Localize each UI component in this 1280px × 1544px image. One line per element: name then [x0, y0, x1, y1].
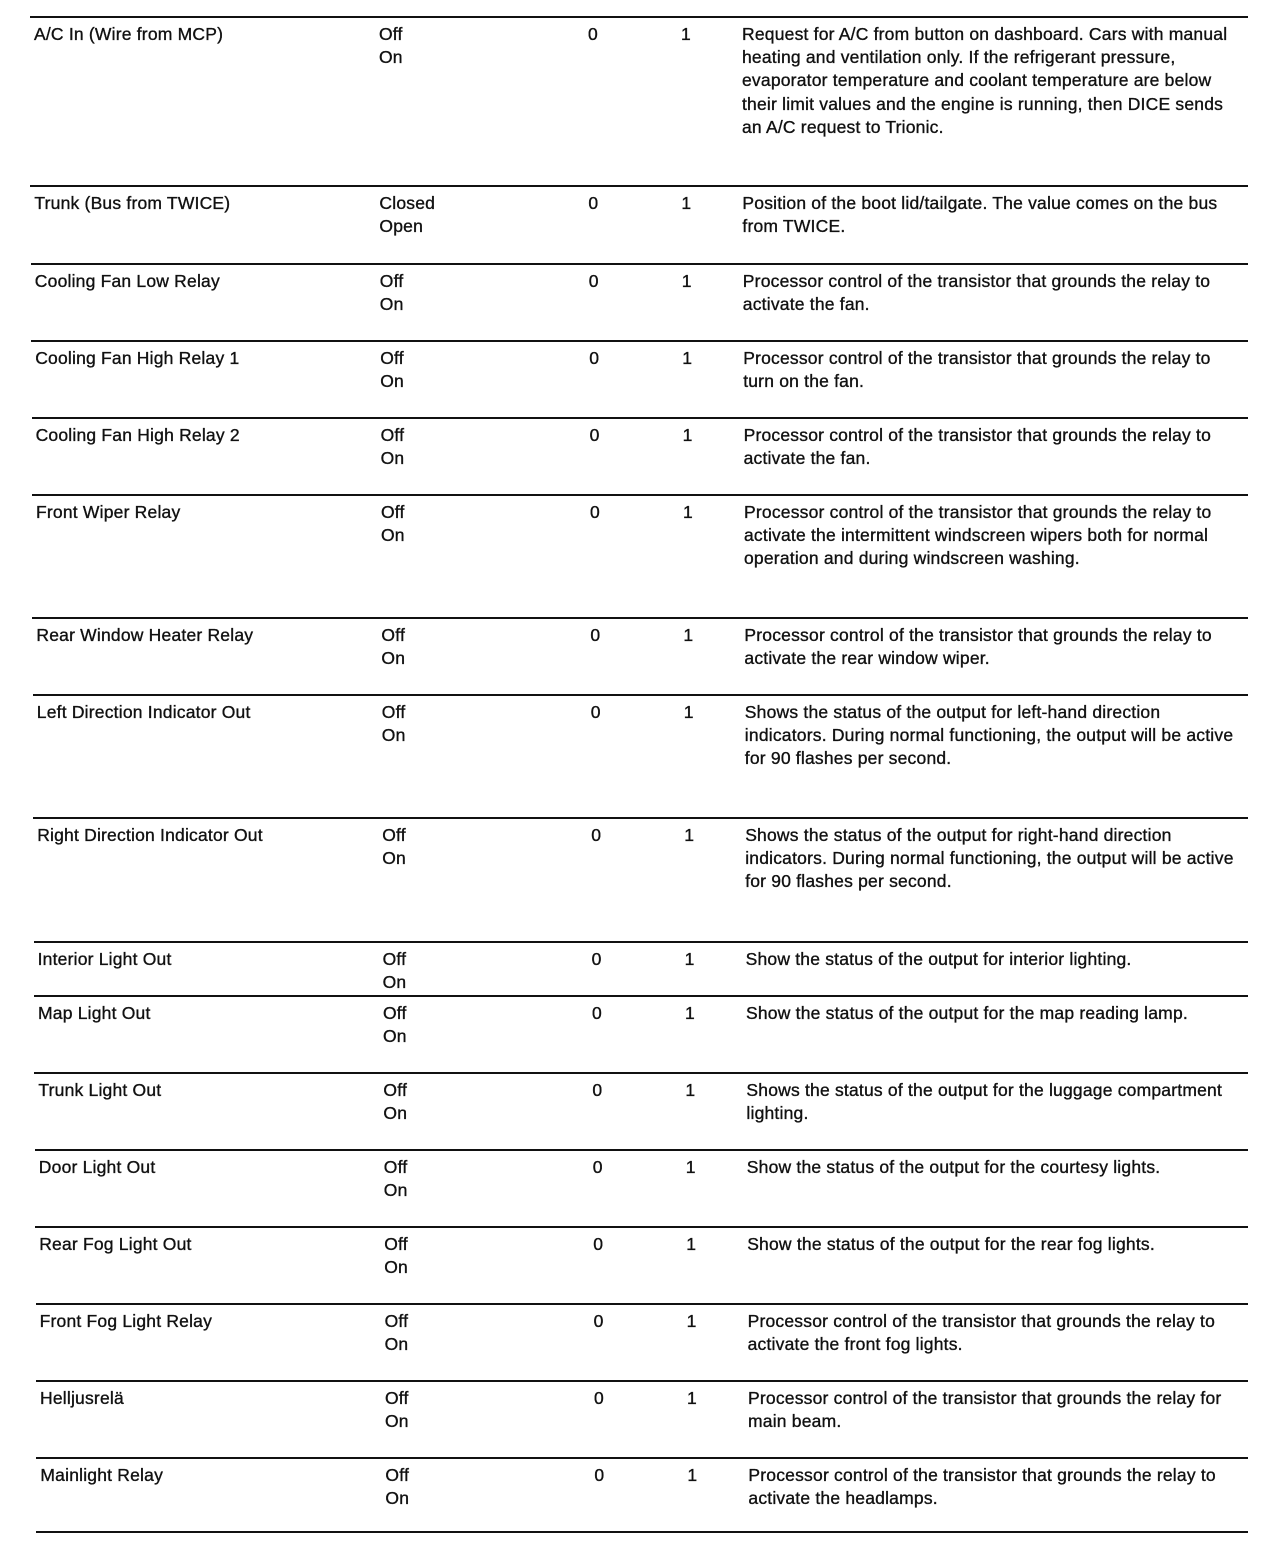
signal-states	[380, 270, 500, 316]
value-off: 0	[591, 825, 602, 845]
state-label: Off	[381, 502, 405, 522]
value-on: 1	[681, 193, 692, 213]
signal-states	[383, 948, 503, 994]
signal-description: Request for A/C from button on dashboard. Cars with manual heating and ventilation only. If the refrigerant pressure, evaporator temperature and coolant temperature are below their limit values and the engine is running, then DICE sends an A/C request to Trionic.	[742, 24, 1228, 137]
table-row	[34, 995, 1248, 1072]
signal-name: Rear Fog Light Out	[39, 1234, 192, 1254]
value-off: 0	[590, 702, 601, 722]
value-off: 0	[588, 193, 599, 213]
signal-name: A/C In (Wire from MCP)	[34, 24, 224, 44]
signal-description: Processor control of the transistor that grounds the relay to turn on the fan.	[743, 348, 1211, 392]
signal-name: Mainlight Relay	[40, 1465, 164, 1485]
state-label: Off	[385, 1388, 409, 1408]
value-on: 1	[686, 1234, 697, 1254]
value-off: 0	[590, 625, 601, 645]
value-off: 0	[589, 348, 600, 368]
state-label: Off	[384, 1311, 409, 1331]
value-on: 1	[682, 348, 693, 368]
state-label: Off	[381, 702, 406, 722]
signal-name: Cooling Fan High Relay 2	[35, 425, 240, 445]
table-row	[34, 1072, 1248, 1149]
value-off: 0	[593, 1234, 604, 1254]
signal-description: Position of the boot lid/tailgate. The value comes on the bus from TWICE.	[742, 193, 1218, 237]
value-off: 0	[591, 949, 602, 969]
table-row	[35, 1149, 1248, 1226]
value-off: 0	[590, 502, 600, 522]
signal-name: Cooling Fan Low Relay	[34, 271, 220, 291]
signal-description: Processor control of the transistor that grounds the relay to activate the rear window wiper.	[744, 625, 1212, 669]
state-label: Off	[379, 271, 404, 291]
value-off: 0	[592, 1003, 602, 1023]
value-on: 1	[687, 1465, 698, 1485]
signal-description: Show the status of the output for the map reading lamp.	[746, 1003, 1188, 1023]
state-label: Off	[380, 425, 405, 445]
signal-name: Interior Light Out	[37, 949, 172, 969]
table-row	[35, 1226, 1248, 1303]
value-off: 0	[588, 24, 598, 44]
value-off: 0	[592, 1157, 603, 1177]
signal-name: Front Wiper Relay	[36, 502, 181, 522]
table-row	[34, 941, 1248, 995]
signal-description: Processor control of the transistor that grounds the relay to activate the intermittent windscreen wipers both for normal operation and during windscreen washing.	[744, 502, 1212, 569]
signal-description: Processor control of the transistor that grounds the relay for main beam.	[748, 1388, 1222, 1432]
table-row	[31, 263, 1248, 340]
state-label: On	[385, 1411, 409, 1432]
state-label: On	[381, 525, 405, 546]
signal-name: Rear Window Heater Relay	[36, 625, 254, 645]
signal-name: Right Direction Indicator Out	[37, 825, 263, 845]
value-on: 1	[683, 702, 694, 722]
signal-description: Shows the status of the output for the luggage compartment lighting.	[746, 1080, 1223, 1124]
value-on: 1	[685, 1157, 696, 1177]
state-label: Off	[383, 1080, 408, 1100]
signal-table	[30, 16, 1248, 1533]
signal-name: Trunk (Bus from TWICE)	[34, 193, 231, 213]
signal-states	[379, 23, 499, 69]
signal-description: Processor control of the transistor that grounds the relay to activate the headlamps.	[748, 1465, 1216, 1509]
state-label: On	[383, 1180, 408, 1201]
state-label: On	[379, 294, 404, 315]
signal-name: Front Fog Light Relay	[39, 1311, 213, 1331]
table-row	[36, 1303, 1248, 1380]
signal-description: Shows the status of the output for right-hand direction indicators. During normal functioning, the output will be active for 90 flashes per second.	[745, 825, 1234, 892]
value-off: 0	[594, 1388, 604, 1408]
table-row	[32, 617, 1248, 694]
state-label: Off	[385, 1465, 410, 1485]
signal-states	[383, 1002, 503, 1048]
signal-states	[381, 501, 501, 547]
value-on: 1	[684, 825, 695, 845]
signal-states	[381, 424, 501, 470]
value-on: 1	[681, 24, 691, 44]
signal-states	[385, 1310, 505, 1356]
signal-states	[382, 701, 502, 747]
signal-description: Processor control of the transistor that grounds the relay to activate the fan.	[743, 425, 1212, 469]
value-off: 0	[594, 1465, 605, 1485]
table-row	[36, 1380, 1248, 1457]
value-on: 1	[681, 271, 692, 291]
signal-states	[382, 824, 502, 870]
signal-states	[384, 1156, 504, 1202]
value-off: 0	[592, 1080, 603, 1100]
signal-states	[385, 1464, 505, 1510]
value-on: 1	[683, 502, 693, 522]
state-label: Open	[379, 216, 424, 237]
state-label: On	[384, 1334, 409, 1355]
table-row	[30, 185, 1248, 263]
signal-description: Processor control of the transistor that grounds the relay to activate the fan.	[742, 271, 1211, 315]
value-on: 1	[685, 1080, 696, 1100]
table-row	[32, 494, 1248, 617]
signal-name: Map Light Out	[38, 1003, 151, 1023]
signal-name: Cooling Fan High Relay 1	[35, 348, 240, 368]
signal-description: Show the status of the output for the rear fog lights.	[747, 1234, 1155, 1254]
value-off: 0	[589, 425, 600, 445]
state-label: On	[382, 972, 407, 993]
state-label: On	[385, 1488, 410, 1509]
table-row	[33, 694, 1248, 817]
state-label: Off	[382, 949, 407, 969]
signal-description: Show the status of the output for interior lighting.	[745, 949, 1132, 969]
table-row	[33, 817, 1248, 941]
state-label: On	[384, 1257, 408, 1278]
state-label: On	[380, 448, 405, 469]
state-label: On	[383, 1103, 408, 1124]
state-label: Closed	[379, 193, 436, 213]
signal-states	[385, 1387, 505, 1433]
value-on: 1	[687, 1388, 697, 1408]
table-row	[30, 16, 1248, 185]
signal-name: Trunk Light Out	[38, 1080, 162, 1100]
state-label: Off	[380, 348, 404, 368]
state-label: On	[379, 47, 403, 68]
value-on: 1	[685, 1003, 695, 1023]
value-on: 1	[682, 425, 693, 445]
state-label: On	[381, 648, 406, 669]
table-row	[36, 1457, 1248, 1533]
state-label: On	[383, 1026, 407, 1047]
value-on: 1	[684, 949, 695, 969]
signal-name: Door Light Out	[38, 1157, 156, 1177]
table-row	[31, 340, 1248, 417]
state-label: Off	[383, 1003, 407, 1023]
state-label: Off	[379, 24, 403, 44]
signal-description: Processor control of the transistor that grounds the relay to activate the front fog lights.	[747, 1311, 1216, 1355]
table-row	[32, 417, 1248, 494]
value-on: 1	[686, 1311, 697, 1331]
signal-description: Show the status of the output for the courtesy lights.	[746, 1157, 1161, 1177]
state-label: Off	[383, 1157, 408, 1177]
signal-name: Helljusrelä	[40, 1388, 124, 1408]
state-label: On	[380, 371, 404, 392]
signal-states	[384, 1233, 504, 1279]
state-label: On	[381, 725, 406, 746]
value-off: 0	[588, 271, 599, 291]
signal-states	[381, 624, 501, 670]
value-off: 0	[593, 1311, 604, 1331]
state-label: On	[382, 848, 406, 869]
signal-name: Left Direction Indicator Out	[36, 702, 251, 722]
signal-description: Shows the status of the output for left-hand direction indicators. During normal functioning, the output will be active for 90 flashes per second.	[744, 702, 1234, 769]
value-on: 1	[683, 625, 694, 645]
state-label: Off	[381, 625, 406, 645]
state-label: Off	[382, 825, 406, 845]
state-label: Off	[384, 1234, 408, 1254]
signal-states	[383, 1079, 503, 1125]
signal-states	[379, 192, 499, 238]
signal-states	[380, 347, 500, 393]
